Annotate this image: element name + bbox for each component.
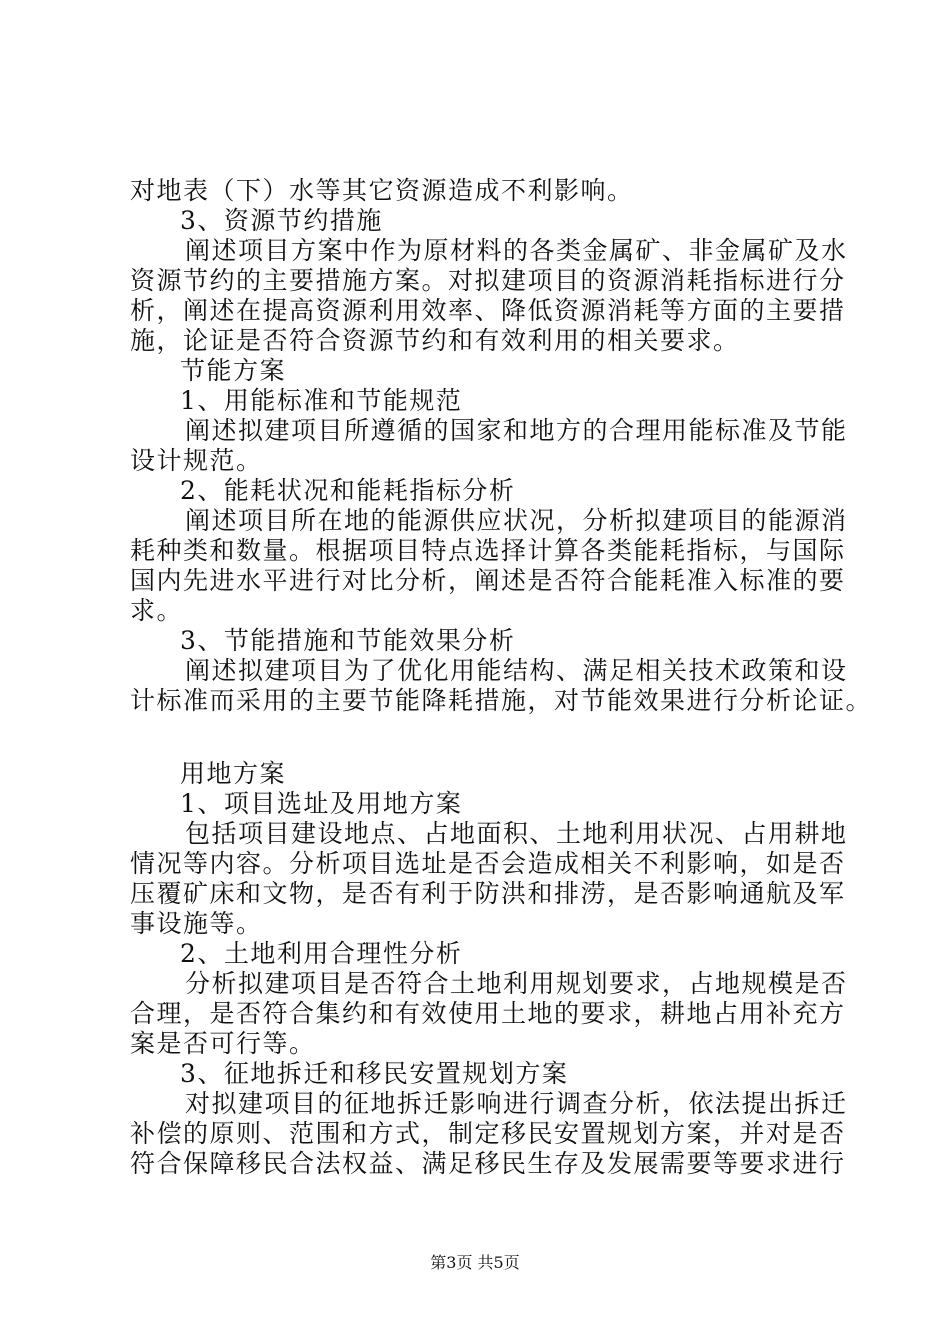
text-line: 设计规范。 <box>130 446 263 475</box>
text-line: 对拟建项目的征地拆迁影响进行调查分析，依法提出拆迁 <box>185 1089 848 1118</box>
text-line: 事设施等。 <box>130 909 263 938</box>
text-line: 耗种类和数量。根据项目特点选择计算各类能耗指标，与国际 <box>130 536 846 565</box>
paragraph-gap <box>130 716 830 759</box>
text-line: 补偿的原则、范围和方式，制定移民安置规划方案，并对是否 <box>130 1119 846 1148</box>
page-footer <box>0 1253 950 1273</box>
text-line: 案是否可行等。 <box>130 1029 316 1058</box>
section-heading: 2、土地利用合理性分析 <box>180 939 463 968</box>
text-line: 施，论证是否符合资源节约和有效利用的相关要求。 <box>130 326 740 355</box>
text-line: 资源节约的主要措施方案。对拟建项目的资源消耗指标进行分 <box>130 266 846 295</box>
text-line: 分析拟建项目是否符合土地利用规划要求，占地规模是否 <box>185 969 848 998</box>
section-heading: 1、项目选址及用地方案 <box>180 789 463 818</box>
text-line: 国内先进水平进行对比分析，阐述是否符合能耗准入标准的要 <box>130 566 846 595</box>
page-number: 第3页 共5页 <box>430 1253 520 1272</box>
section-heading: 2、能耗状况和能耗指标分析 <box>180 476 516 505</box>
text-line: 析，阐述在提高资源利用效率、降低资源消耗等方面的主要措 <box>130 296 846 325</box>
text-line: 求。 <box>130 596 184 625</box>
text-line: 压覆矿床和文物，是否有利于防洪和排涝，是否影响通航及军 <box>130 879 846 908</box>
section-heading: 3、征地拆迁和移民安置规划方案 <box>180 1059 569 1088</box>
text-line: 阐述项目方案中作为原材料的各类金属矿、非金属矿及水 <box>185 236 848 265</box>
text-line: 符合保障移民合法权益、满足移民生存及发展需要等要求进行 <box>130 1149 846 1178</box>
text-line: 阐述项目所在地的能源供应状况，分析拟建项目的能源消 <box>185 506 848 535</box>
text-line: 阐述拟建项目为了优化用能结构、满足相关技术政策和设 <box>185 656 848 685</box>
text-line: 对地表（下）水等其它资源造成不利影响。 <box>130 176 634 205</box>
text-line: 阐述拟建项目所遵循的国家和地方的合理用能标准及节能 <box>185 416 848 445</box>
section-heading: 1、用能标准和节能规范 <box>180 386 463 415</box>
section-heading: 用地方案 <box>180 759 287 788</box>
text-line: 包括项目建设地点、占地面积、土地利用状况、占用耕地 <box>185 819 848 848</box>
section-heading: 3、节能措施和节能效果分析 <box>180 626 516 655</box>
text-line: 情况等内容。分析项目选址是否会造成相关不利影响，如是否 <box>130 849 846 878</box>
text-line: 计标准而采用的主要节能降耗措施，对节能效果进行分析论证。 <box>130 686 873 715</box>
document-body <box>130 176 873 1179</box>
section-heading: 3、资源节约措施 <box>180 206 383 235</box>
section-heading: 节能方案 <box>180 356 287 385</box>
text-line: 合理，是否符合集约和有效使用土地的要求，耕地占用补充方 <box>130 999 846 1028</box>
